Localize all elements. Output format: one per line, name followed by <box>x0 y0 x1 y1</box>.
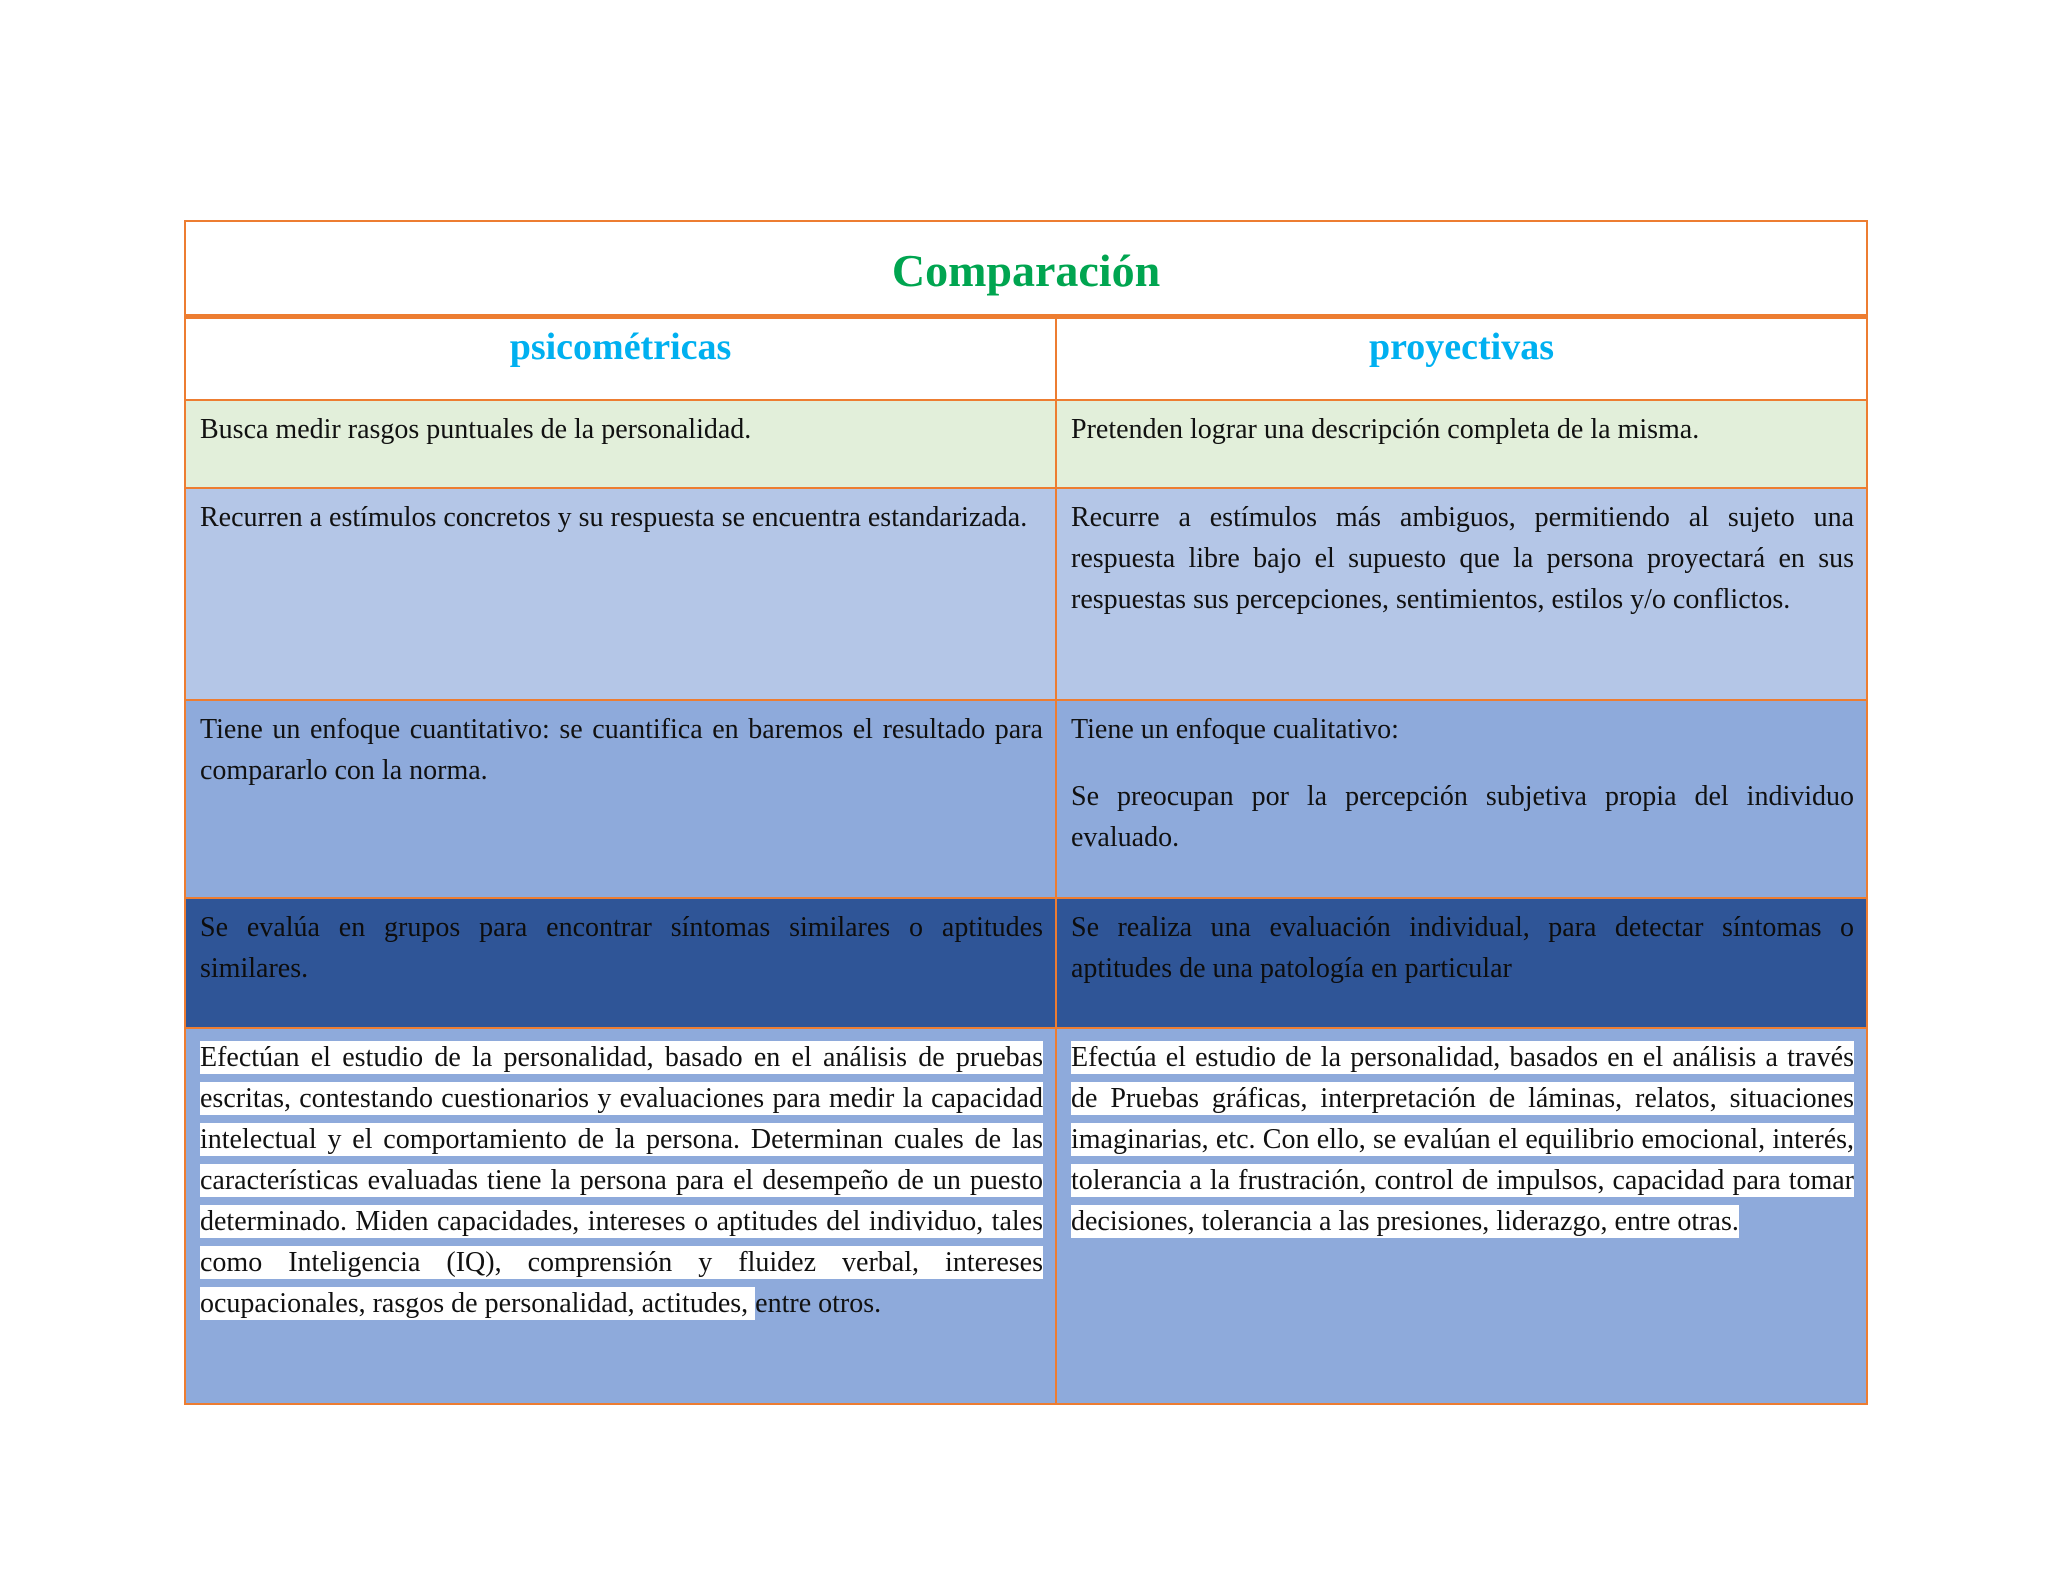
header-cell-right <box>1056 317 1867 401</box>
comparison-table <box>184 220 1868 1405</box>
header-cell-left <box>185 317 1056 401</box>
cell-text-tail: entre otros. <box>755 1288 882 1319</box>
cell-row4-left <box>185 898 1056 1028</box>
highlighted-text: Efectúan el estudio de la personalidad, basado en el análisis de pruebas escritas, contestando cuestionarios y evaluaciones para medir la capacidad intelectual y el comportamiento de la persona. Determinan cuales de las características evaluadas tiene la persona para el desempeño de un puesto determinado. Miden capacidades, intereses o aptitudes del individuo, tales como Inteligencia (IQ), comprensión y fluidez verbal, intereses ocupacionales, rasgos de personalidad, actitudes, <box>200 1042 1043 1319</box>
cell-row1-right <box>1056 400 1867 488</box>
cell-text: Recurren a estímulos concretos y su respuesta se encuentra estandarizada. <box>200 502 1028 533</box>
header-proyectivas: proyectivas <box>1368 326 1555 368</box>
cell-text: Se preocupan por la percepción subjetiva propia del individuo evaluado. <box>1071 781 1855 853</box>
cell-text: Tiene un enfoque cuantitativo: se cuantifica en baremos el resultado para compararlo con la norma. <box>200 714 1043 786</box>
cell-text <box>200 1037 1043 1324</box>
title-row <box>185 221 1867 317</box>
header-psicometricas: psicométricas <box>509 326 732 368</box>
highlighted-text: Efectúa el estudio de la personalidad, basados en el análisis a través de Pruebas gráficas, interpretación de láminas, relatos, situaciones imaginarias, etc. Con ello, se evalúan el equilibrio emocional, interés, tolerancia a la frustración, control de impulsos, capacidad para tomar decisiones, tolerancia a las presiones, liderazgo, entre otras. <box>1071 1042 1855 1237</box>
cell-row3-right <box>1056 700 1867 898</box>
table-row <box>185 898 1867 1028</box>
cell-text: Tiene un enfoque cualitativo: <box>1071 714 1399 745</box>
header-row <box>185 317 1867 401</box>
cell-row1-left <box>185 400 1056 488</box>
table-row <box>185 1028 1867 1404</box>
table-row <box>185 700 1867 898</box>
cell-text: Se evalúa en grupos para encontrar síntomas similares o aptitudes similares. <box>200 912 1043 984</box>
cell-row5-left <box>185 1028 1056 1404</box>
cell-text: Recurre a estímulos más ambiguos, permitiendo al sujeto una respuesta libre bajo el supuesto que la persona proyectará en sus respuestas sus percepciones, sentimientos, estilos y/o conflictos. <box>1071 502 1855 615</box>
cell-text: Se realiza una evaluación individual, para detectar síntomas o aptitudes de una patología en particular <box>1071 912 1855 984</box>
cell-row5-right <box>1056 1028 1867 1404</box>
table-title: Comparación <box>891 244 1161 296</box>
cell-row2-left <box>185 488 1056 700</box>
cell-row2-right <box>1056 488 1867 700</box>
table-row <box>185 400 1867 488</box>
cell-text: Busca medir rasgos puntuales de la personalidad. <box>200 414 752 445</box>
cell-row4-right <box>1056 898 1867 1028</box>
cell-text <box>1071 1037 1854 1242</box>
title-cell <box>185 221 1867 317</box>
cell-text: Pretenden lograr una descripción completa de la misma. <box>1071 414 1700 445</box>
table-row <box>185 488 1867 700</box>
cell-row3-left <box>185 700 1056 898</box>
